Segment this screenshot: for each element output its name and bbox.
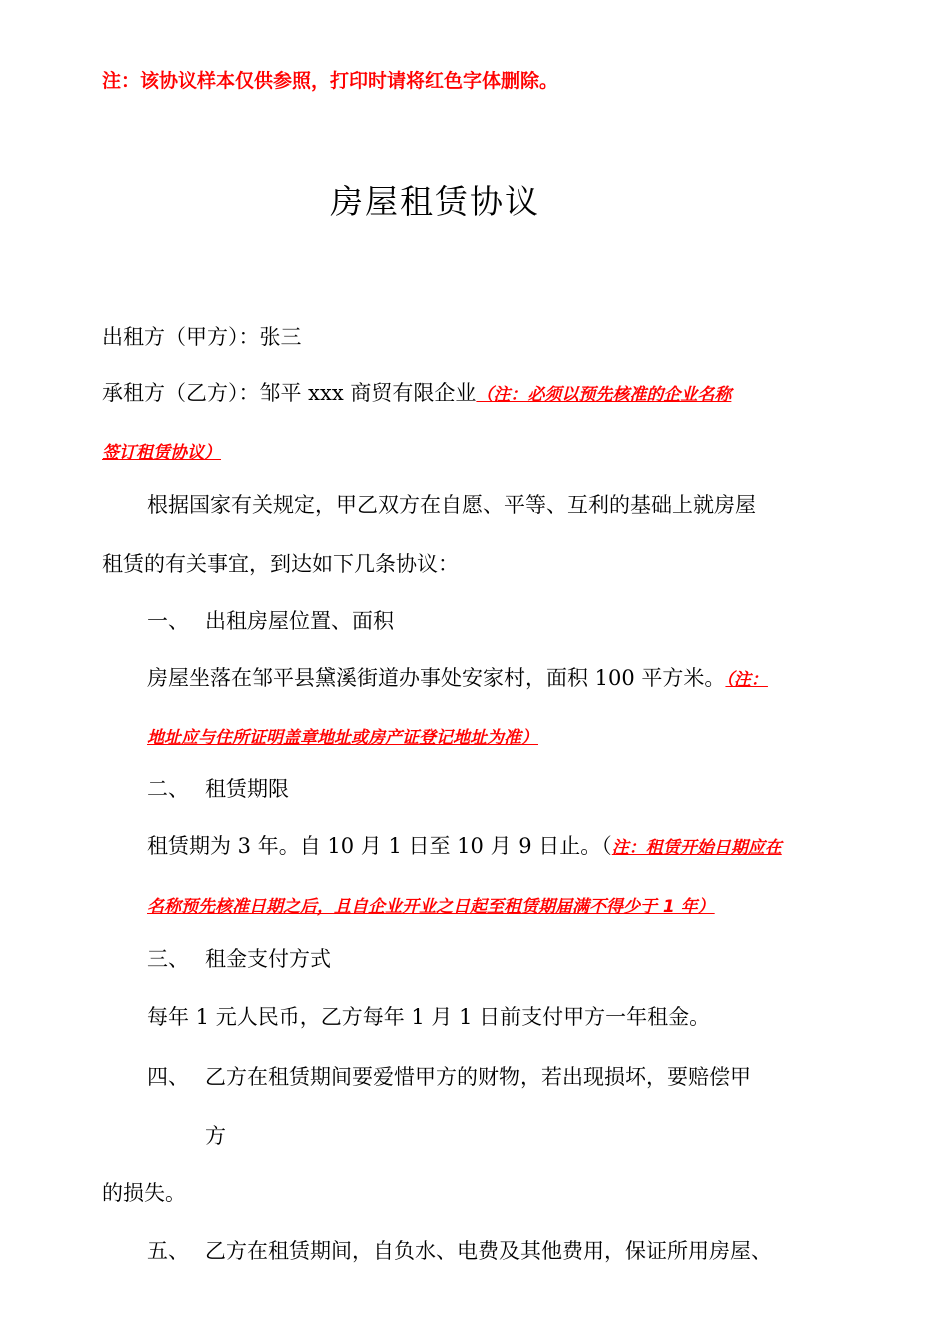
lessee-note-continuation <box>102 436 221 468</box>
clause-number: 四、 <box>147 1065 189 1089</box>
clause-note: （注： <box>725 670 768 690</box>
lessee-text: 承租方（乙方）：邹平 xxx 商贸有限企业 <box>102 381 477 405</box>
lessee-note: （注：必须以预先核准的企业名称 <box>476 385 732 405</box>
lessor-line: 出租方（甲方）：张三 <box>102 325 302 349</box>
clause-4-heading-continuation: 方 <box>205 1124 226 1148</box>
clause-2-body <box>147 831 782 863</box>
clause-number: 一、 <box>147 609 189 633</box>
clause-heading-text: 乙方在租赁期间，自负水、电费及其他费用，保证所用房屋、 <box>205 1239 772 1263</box>
clause-heading-text: 乙方在租赁期间要爱惜甲方的财物，若出现损坏，要赔偿甲 <box>205 1065 751 1089</box>
red-deletion-note: 注：该协议样本仅供参照，打印时请将红色字体删除。 <box>102 70 559 92</box>
clause-4-heading <box>147 1062 751 1092</box>
lessee-note-line2: 签订租赁协议） <box>102 443 221 463</box>
clause-5-heading <box>147 1236 772 1266</box>
intro-paragraph-line2: 租赁的有关事宜，到达如下几条协议： <box>102 552 459 576</box>
clause-heading-text: 租金支付方式 <box>205 947 331 971</box>
clause-number: 五、 <box>147 1239 189 1263</box>
clause-2-note-continuation <box>147 890 715 922</box>
lessee-line <box>102 378 731 410</box>
clause-3-heading <box>147 944 331 974</box>
clause-4-continuation: 的损失。 <box>102 1181 186 1205</box>
clause-number: 三、 <box>147 947 189 971</box>
clause-1-note-continuation <box>147 721 538 753</box>
clause-number: 二、 <box>147 777 189 801</box>
page-title: 房屋租赁协议 <box>330 182 540 221</box>
clause-note: 注：租赁开始日期应在 <box>611 838 782 858</box>
clause-body-text: 租赁期为 3 年。自 10 月 1 日至 10 月 9 日止。（ <box>147 834 612 858</box>
clause-1-heading <box>147 606 394 636</box>
clause-heading-text: 租赁期限 <box>205 777 289 801</box>
clause-1-body <box>147 663 768 695</box>
clause-body-text: 房屋坐落在邹平县黛溪街道办事处安家村，面积 100 平方米。 <box>147 666 726 690</box>
clause-3-body: 每年 1 元人民币，乙方每年 1 月 1 日前支付甲方一年租金。 <box>147 1005 711 1029</box>
clause-note-line2: 名称预先核准日期之后，且自企业开业之日起至租赁期届满不得少于 1 年） <box>147 897 715 917</box>
intro-paragraph-line1: 根据国家有关规定，甲乙双方在自愿、平等、互利的基础上就房屋 <box>147 493 756 517</box>
clause-2-heading <box>147 774 289 804</box>
clause-heading-text: 出租房屋位置、面积 <box>205 609 394 633</box>
clause-note-line2: 地址应与住所证明盖章地址或房产证登记地址为准） <box>147 728 538 748</box>
